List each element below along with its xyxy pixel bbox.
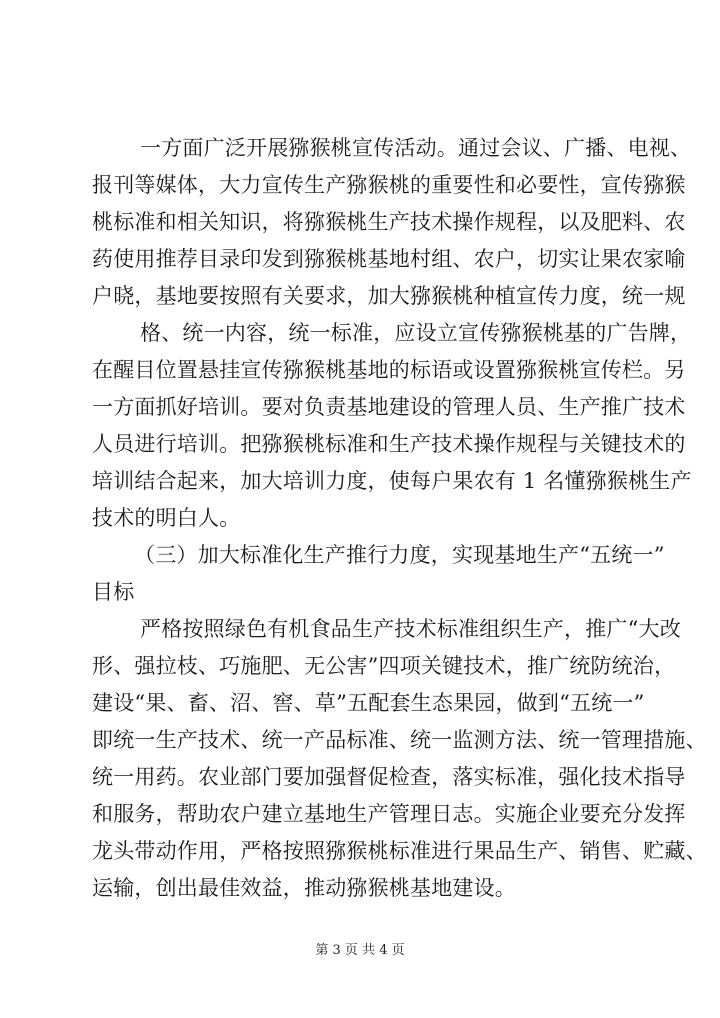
paragraph-3-line: 形、强拉枝、巧施肥、无公害”四项关键技术，推广统防统治， [92,654,676,678]
paragraph-2-line: 在醒目位置悬挂宣传猕猴桃基地的标语或设置猕猴桃宣传栏。另 [92,358,686,382]
paragraph-3-line: 建设“果、畜、沼、窖、草”五配套生态果园，做到“五统一” [92,691,645,715]
page-number-footer: 第 3 页 共 4 页 [315,943,405,958]
paragraph-1-line: 一方面广泛开展猕猴桃宣传活动。通过会议、广播、电视、 [140,136,692,160]
paragraph-1-line: 报刊等媒体，大力宣传生产猕猴桃的重要性和必要性，宣传猕猴 [92,173,686,197]
paragraph-3-line: 龙头带动作用，严格按照猕猴桃标准进行果品生产、销售、贮藏、 [92,839,707,863]
paragraph-3-line: 即统一生产技术、统一产品标准、统一监测方法、统一管理措施、 [92,728,707,752]
paragraph-2-line: 培训结合起来，加大培训力度，使每户果农有 1 名懂猕猴桃生产 [92,469,692,493]
section-heading: 目标 [92,580,135,604]
section-heading: （三）加大标准化生产推行力度，实现基地生产“五统一” [134,543,665,567]
paragraph-1-line: 桃标准和相关知识，将猕猴桃生产技术操作规程，以及肥料、农 [92,210,686,234]
paragraph-2-line: 一方面抓好培训。要对负责基地建设的管理人员、生产推广技术 [92,395,686,419]
paragraph-3-line: 严格按照绿色有机食品生产技术标准组织生产，推广“大改 [140,617,681,641]
paragraph-2-line: 技术的明白人。 [92,506,241,530]
paragraph-3-line: 统一用药。农业部门要加强督促检查，落实标准，强化技术指导 [92,765,686,789]
paragraph-1-line: 药使用推荐目录印发到猕猴桃基地村组、农户，切实让果农家喻 [92,247,686,271]
paragraph-2-line: 人员进行培训。把猕猴桃标准和生产技术操作规程与关键技术的 [92,432,686,456]
paragraph-3-line: 和服务，帮助农户建立基地生产管理日志。实施企业要充分发挥 [92,802,686,826]
paragraph-3-line: 运输，创出最佳效益，推动猕猴桃基地建设。 [92,876,516,900]
paragraph-1-line: 户晓，基地要按照有关要求，加大猕猴桃种植宣传力度，统一规 [92,284,686,308]
paragraph-2-line: 格、统一内容，统一标准，应设立宣传猕猴桃基的广告牌， [140,321,692,345]
